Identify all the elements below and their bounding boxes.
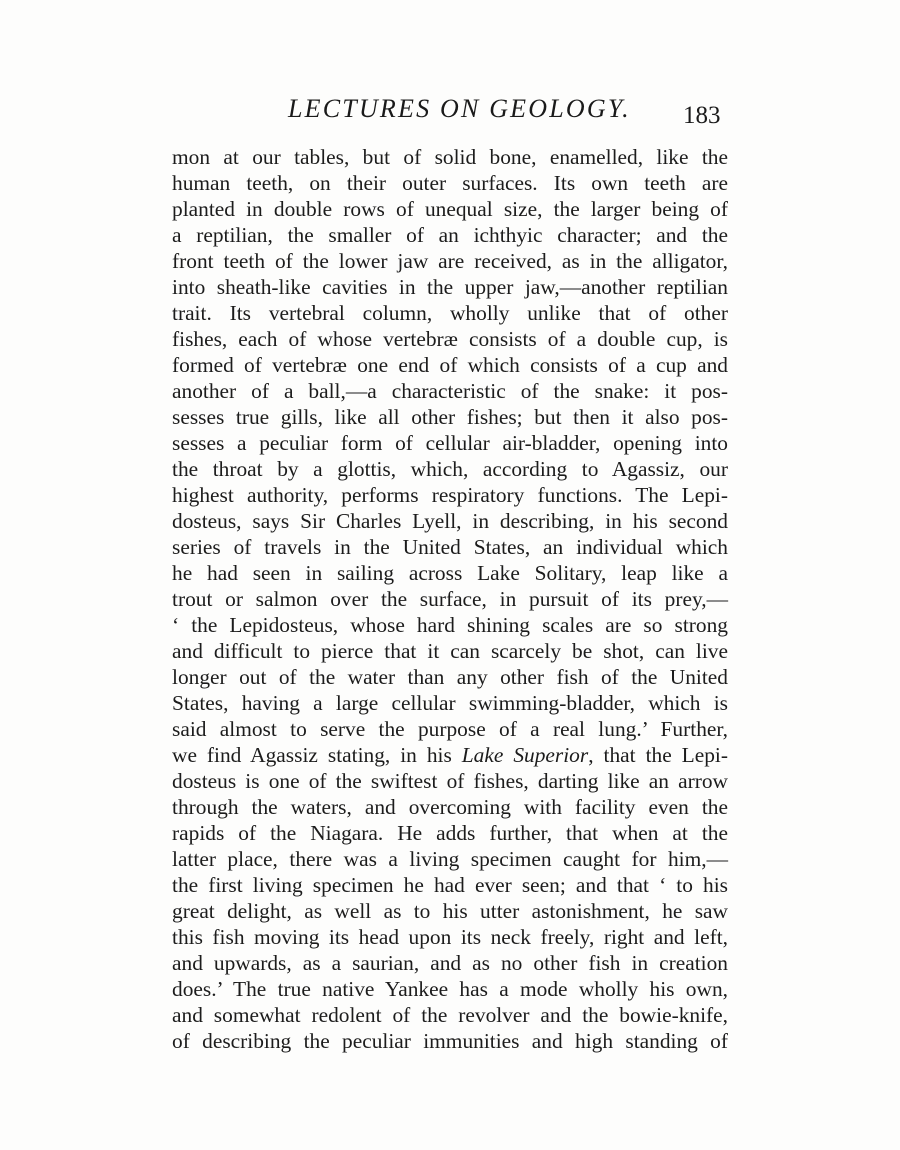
text-line: and somewhat redolent of the revolver and the bowie-knife, <box>172 1003 728 1027</box>
text-line: planted in double rows of unequal size, the larger being of <box>172 197 728 221</box>
text-line: into sheath-like cavities in the upper jaw,—another reptilian <box>172 275 728 299</box>
text-line: human teeth, on their outer surfaces. Its own teeth are <box>172 171 728 195</box>
running-title: LECTURES ON GEOLOGY. <box>288 94 631 123</box>
text-line: sesses true gills, like all other fishes; but then it also pos- <box>172 405 728 429</box>
text-line: through the waters, and overcoming with facility even the <box>172 795 728 819</box>
text-line: does.’ The true native Yankee has a mode wholly his own, <box>172 977 728 1001</box>
text-segment: , that the Lepi- <box>588 743 729 767</box>
text-line: mon at our tables, but of solid bone, enamelled, like the <box>172 145 728 169</box>
text-line: this fish moving its head upon its neck freely, right and left, <box>172 925 728 949</box>
running-header <box>0 94 900 134</box>
text-line: dosteus is one of the swiftest of fishes, darting like an arrow <box>172 769 728 793</box>
text-line: and difficult to pierce that it can scarcely be shot, can live <box>172 639 728 663</box>
text-segment: we find Agassiz stating, in his <box>172 743 462 767</box>
text-line: of describing the peculiar immunities and high standing of <box>172 1029 728 1053</box>
text-line: series of travels in the United States, an individual which <box>172 535 728 559</box>
italic-title: Lake Superior <box>461 743 589 767</box>
text-line: dosteus, says Sir Charles Lyell, in describing, in his second <box>172 509 728 533</box>
text-line: and upwards, as a saurian, and as no other fish in creation <box>172 951 728 975</box>
text-line: a reptilian, the smaller of an ichthyic character; and the <box>172 223 728 247</box>
text-line: formed of vertebræ one end of which consists of a cup and <box>172 353 728 377</box>
text-line: front teeth of the lower jaw are received, as in the alligator, <box>172 249 728 273</box>
text-line: the throat by a glottis, which, according to Agassiz, our <box>172 457 728 481</box>
text-line: fishes, each of whose vertebræ consists of a double cup, is <box>172 327 728 351</box>
text-line: States, having a large cellular swimming-bladder, which is <box>172 691 728 715</box>
text-line: latter place, there was a living specimen caught for him,— <box>172 847 728 871</box>
text-line: trout or salmon over the surface, in pursuit of its prey,— <box>172 587 728 611</box>
body-text <box>172 144 728 1054</box>
text-line: ‘ the Lepidosteus, whose hard shining scales are so strong <box>172 613 728 637</box>
text-line: sesses a peculiar form of cellular air-bladder, opening into <box>172 431 728 455</box>
text-line: another of a ball,—a characteristic of the snake: it pos- <box>172 379 728 403</box>
text-line: the first living specimen he had ever seen; and that ‘ to his <box>172 873 728 897</box>
text-line: he had seen in sailing across Lake Solitary, leap like a <box>172 561 728 585</box>
page-number: 183 <box>683 102 721 129</box>
text-line: trait. Its vertebral column, wholly unlike that of other <box>172 301 728 325</box>
text-line: longer out of the water than any other fish of the United <box>172 665 728 689</box>
text-line: great delight, as well as to his utter astonishment, he saw <box>172 899 728 923</box>
text-line: said almost to serve the purpose of a real lung.’ Further, <box>172 717 728 741</box>
text-line: rapids of the Niagara. He adds further, that when at the <box>172 821 728 845</box>
text-line: highest authority, performs respiratory functions. The Lepi- <box>172 483 728 507</box>
text-line-with-italic <box>172 742 728 768</box>
